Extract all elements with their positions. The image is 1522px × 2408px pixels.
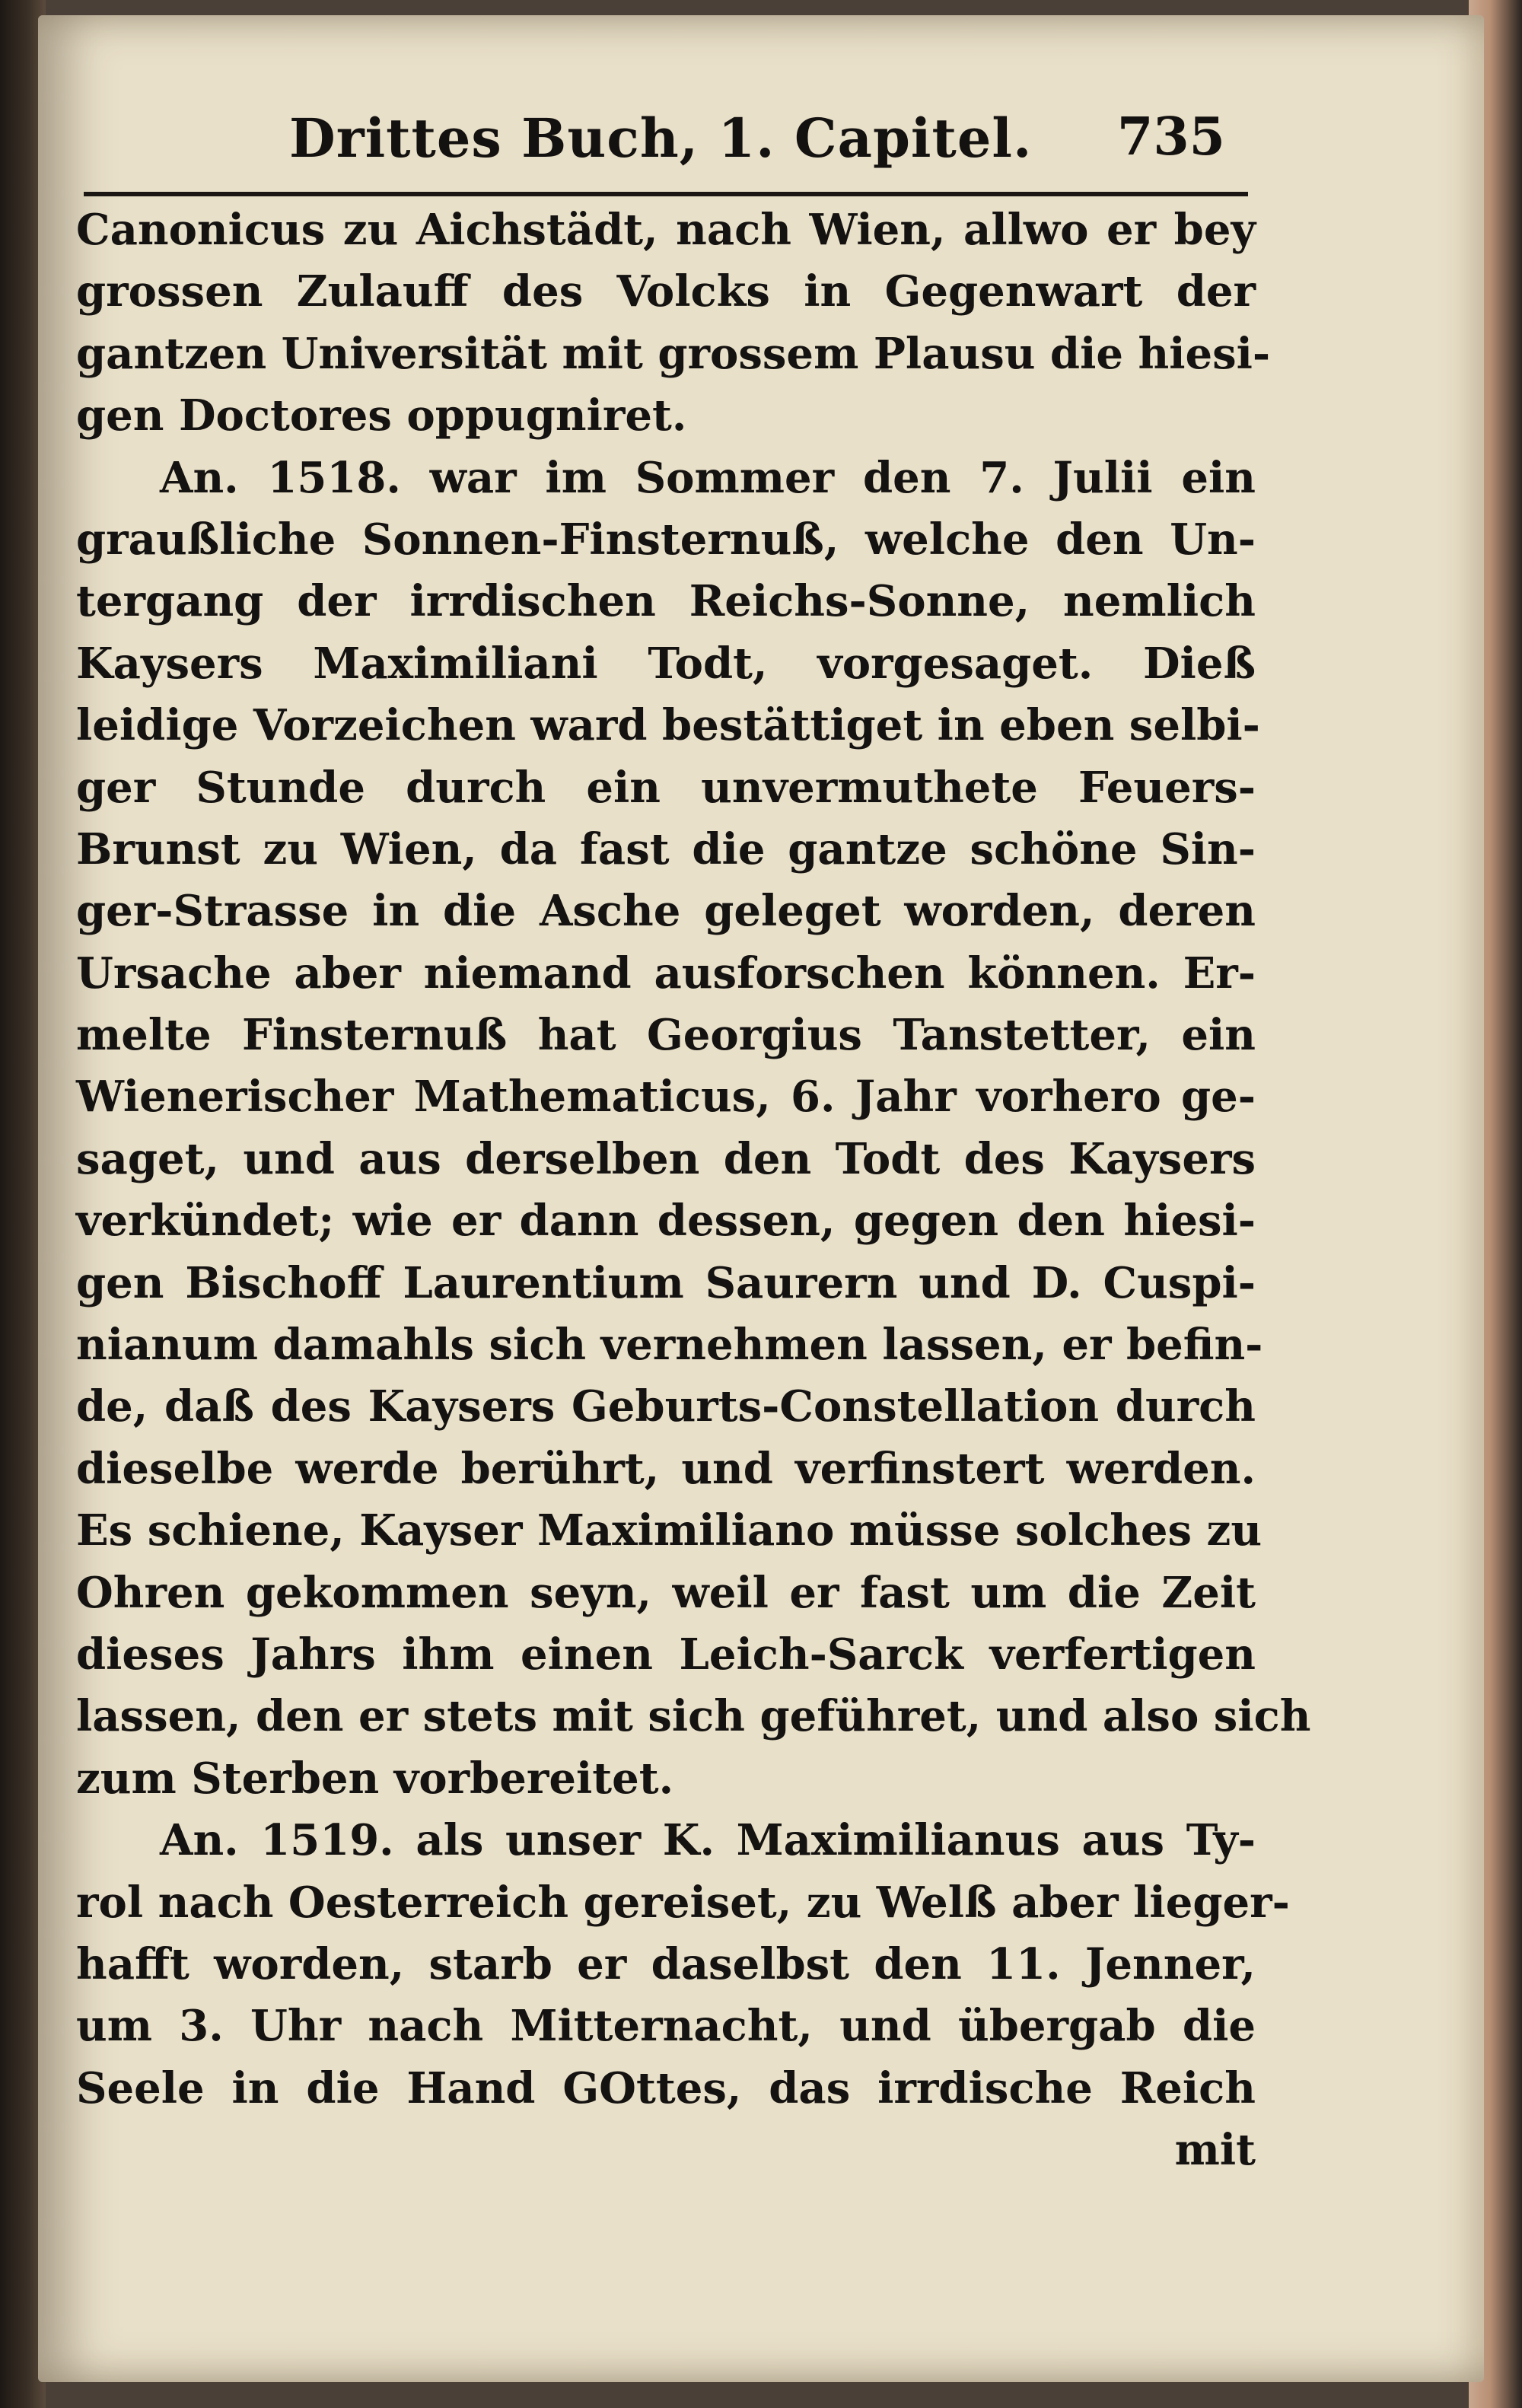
text-line: An. 1519. als unser K. Maximilianus aus Ty- — [160, 1815, 1256, 1866]
text-line: dieses Jahrs ihm einen Leich-Sarck verfertigen — [76, 1629, 1256, 1680]
text-line: dieselbe werde berührt, und verfinstert werden. — [76, 1443, 1256, 1494]
text-line: verkündet; wie er dann dessen, gegen den hiesi- — [76, 1196, 1256, 1247]
text-line: leidige Vorzeichen ward bestättiget in eben selbi- — [76, 700, 1260, 751]
text-line: de, daß des Kaysers Geburts-Constellation durch — [76, 1381, 1256, 1432]
running-title: Drittes Buch, 1. Capitel. — [289, 107, 1033, 170]
page-header — [289, 107, 1240, 190]
text-line: hafft worden, starb er daselbst den 11. Jenner, — [76, 1938, 1256, 1989]
text-line: An. 1518. war im Sommer den 7. Julii ein — [160, 452, 1256, 503]
text-line: saget, und aus derselben den Todt des Kaysers — [76, 1133, 1256, 1184]
text-line: Brunst zu Wien, da fast die gantze schöne Sin- — [76, 823, 1256, 874]
text-line: graußliche Sonnen-Finsternuß, welche den Un- — [76, 514, 1256, 565]
text-line: melte Finsternuß hat Georgius Tanstetter, ein — [76, 1010, 1256, 1061]
text-line: nianum damahls sich vernehmen lassen, er befin- — [76, 1320, 1263, 1371]
page-number: 735 — [1117, 107, 1225, 167]
text-line: Canonicus zu Aichstädt, nach Wien, allwo er bey — [76, 205, 1256, 255]
body-text — [76, 199, 1311, 2182]
text-line: ger-Strasse in die Asche geleget worden, deren — [76, 886, 1256, 937]
text-line: Kaysers Maximiliani Todt, vorgesaget. Dieß — [76, 638, 1256, 689]
text-line: gantzen Universität mit grossem Plausu die hiesi- — [76, 328, 1271, 379]
text-line: Ursache aber niemand ausforschen können. Er- — [76, 948, 1256, 999]
text-line: um 3. Uhr nach Mitternacht, und übergab die — [76, 2001, 1256, 2052]
text-line: tergang der irrdischen Reichs-Sonne, nemlich — [76, 576, 1256, 627]
text-line: Seele in die Hand GOttes, das irrdische Reich — [76, 2062, 1256, 2113]
text-line: rol nach Oesterreich gereiset, zu Welß aber lieger- — [76, 1877, 1290, 1928]
text-line: gen Bischoff Laurentium Saurern und D. Cuspi- — [76, 1257, 1256, 1308]
text-line: Ohren gekommen seyn, weil er fast um die Zeit — [76, 1567, 1256, 1618]
header-rule — [84, 192, 1248, 196]
text-line: zum Sterben vorbereitet. — [76, 1753, 674, 1804]
text-line: Wienerischer Mathematicus, 6. Jahr vorhero ge- — [76, 1072, 1256, 1123]
text-line: ger Stunde durch ein unvermuthete Feuers- — [76, 762, 1256, 813]
text-line: Es schiene, Kayser Maximiliano müsse solches zu — [76, 1505, 1262, 1556]
text-line: gen Doctores oppugniret. — [76, 390, 687, 441]
catchword: mit — [1174, 2125, 1256, 2176]
text-line: grossen Zulauff des Volcks in Gegenwart der — [76, 266, 1256, 317]
text-line: lassen, den er stets mit sich geführet, und also sich — [76, 1691, 1311, 1742]
